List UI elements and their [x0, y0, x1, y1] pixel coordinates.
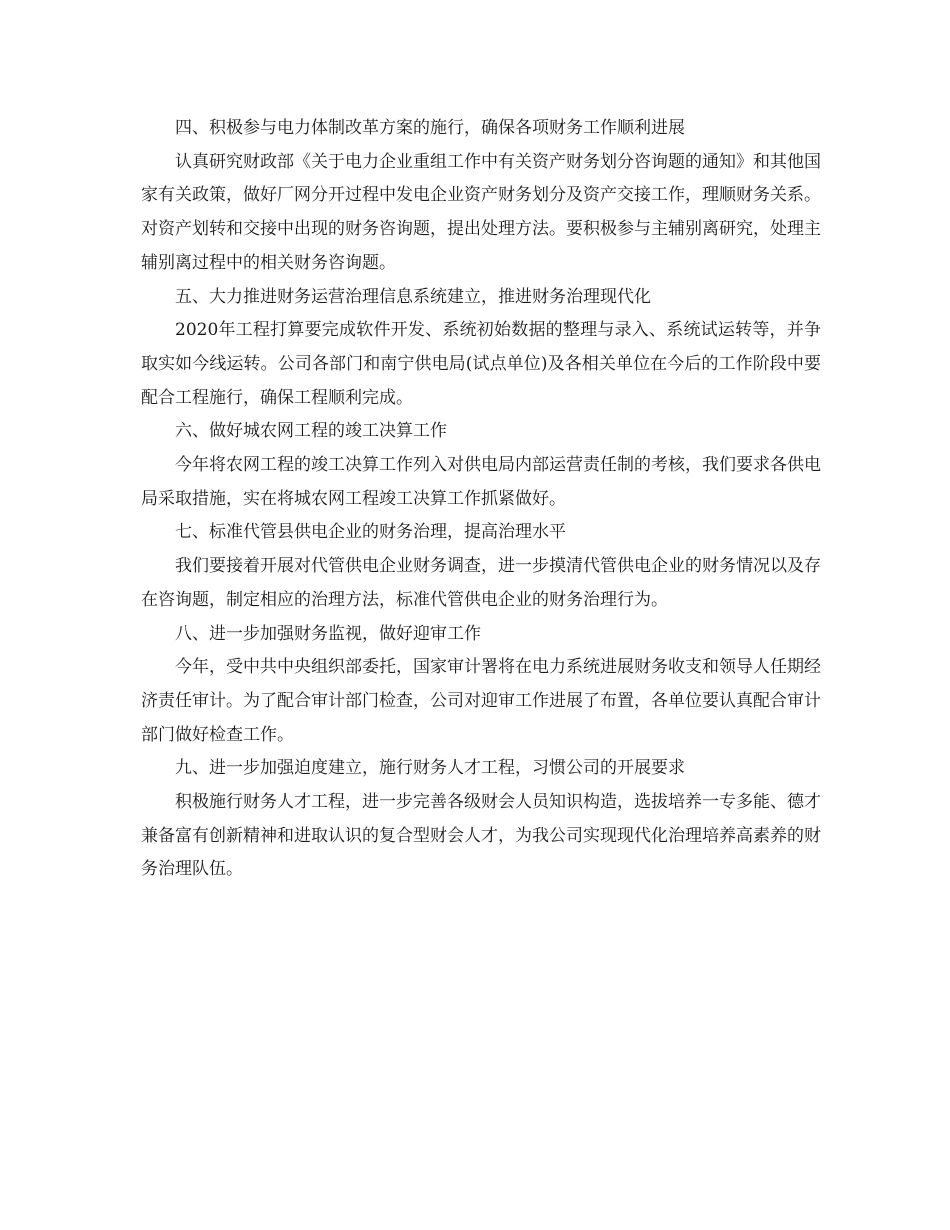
document-page	[141, 112, 821, 887]
section-7-body: 我们要接着开展对代管供电企业财务调查，进一步摸清代管供电企业的财务情况以及存在咨询题，制定相应的治理方法，标准代管供电企业的财务治理行为。	[141, 556, 821, 610]
section-7-heading: 七、标准代管县供电企业的财务治理，提高治理水平	[175, 522, 566, 543]
section-9-body: 积极施行财务人才工程，进一步完善各级财会人员知识构造，选拔培养一专多能、德才兼备富有创新精神和进取认识的复合型财会人才，为我公司实现现代化治理培养高素养的财务治理队伍。	[141, 792, 821, 880]
section-4-heading: 四、积极参与电力体制改革方案的施行，确保各项财务工作顺利进展	[175, 118, 685, 138]
section-8-heading: 八、进一步加强财务监视，做好迎审工作	[175, 623, 481, 644]
section-4-body: 认真研究财政部《关于电力企业重组工作中有关资产财务划分咨询题的通知》和其他国家有关政策，做好厂网分开过程中发电企业资产财务划分及资产交接工作，理顺财务关系。对资产划转和交接中出现的财务咨询题，提出处理方法。要积极参与主辅别离研究，处理主辅别离过程中的相关财务咨询题。	[141, 151, 821, 273]
section-9-heading: 九、进一步加强迫度建立，施行财务人才工程，习惯公司的开展要求	[175, 758, 685, 779]
section-6-body: 今年将农网工程的竣工决算工作列入对供电局内部运营责任制的考核，我们要求各供电局采取措施，实在将城农网工程竣工决算工作抓紧做好。	[141, 455, 821, 509]
section-6-heading: 六、做好城农网工程的竣工决算工作	[175, 421, 447, 442]
section-5-body: 2020年工程打算要完成软件开发、系统初始数据的整理与录入、系统试运转等，并争取实如今线运转。公司各部门和南宁供电局(试点单位)及各相关单位在今后的工作阶段中要配合工程施行，确保工程顺利完成。	[141, 320, 821, 408]
section-5-heading: 五、大力推进财务运营治理信息系统建立，推进财务治理现代化	[175, 286, 651, 307]
section-8-body: 今年，受中共中央组织部委托，国家审计署将在电力系统进展财务收支和领导人任期经济责任审计。为了配合审计部门检查，公司对迎审工作进展了布置，各单位要认真配合审计部门做好检查工作。	[141, 657, 821, 745]
